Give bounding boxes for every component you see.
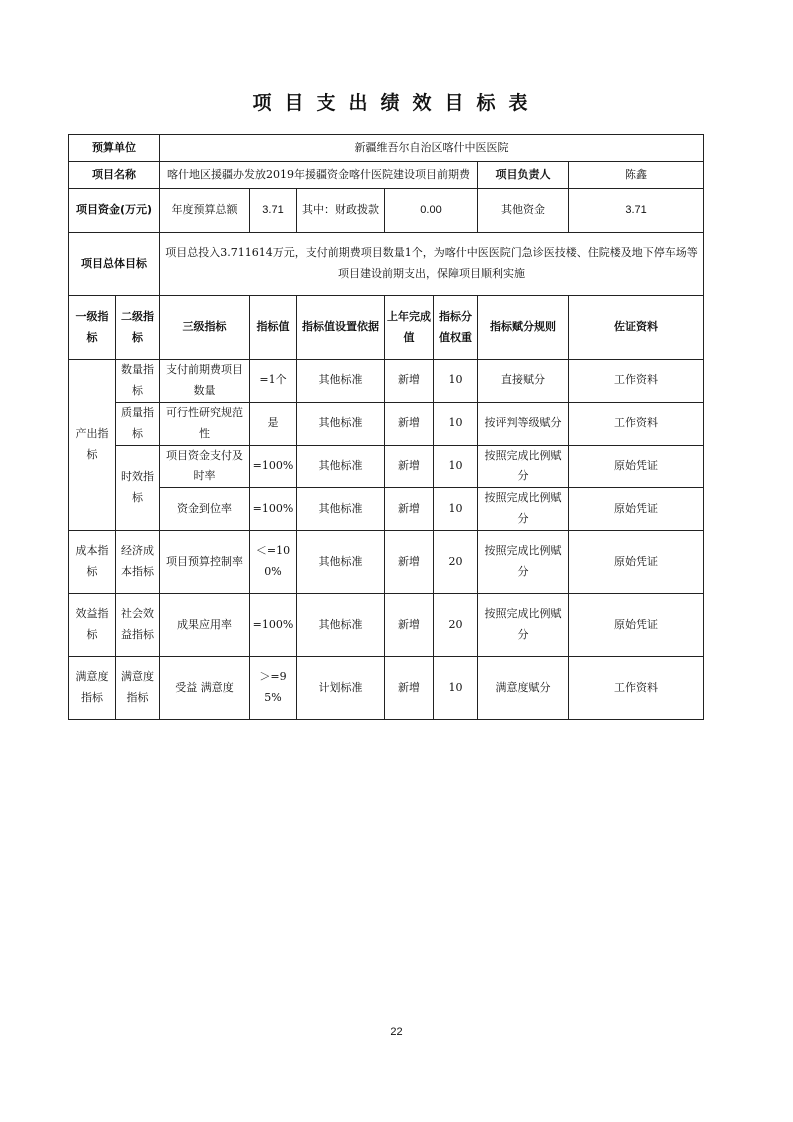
performance-table xyxy=(68,134,704,720)
indicator-name: 受益 满意度 xyxy=(160,657,250,720)
fiscal-label: 其中：财政拨款 xyxy=(297,189,385,233)
table-row xyxy=(69,445,704,488)
indicator-basis: 其他标准 xyxy=(297,594,385,657)
level2-social-benefit: 社会效益指标 xyxy=(116,594,160,657)
indicator-weight: 10 xyxy=(434,402,478,445)
indicator-value: ＞=95% xyxy=(250,657,297,720)
indicator-evidence: 工作资料 xyxy=(569,402,704,445)
manager-value: 陈鑫 xyxy=(569,162,704,189)
header-evidence: 佐证资料 xyxy=(569,296,704,360)
level2-satisfaction: 满意度指标 xyxy=(116,657,160,720)
table-row xyxy=(69,488,704,531)
annual-budget-value: 3.71 xyxy=(250,189,297,233)
indicator-name: 项目预算控制率 xyxy=(160,531,250,594)
indicator-rule: 按照完成比例赋分 xyxy=(478,445,569,488)
level1-cost: 成本指标 xyxy=(69,531,116,594)
indicator-rule: 按照完成比例赋分 xyxy=(478,488,569,531)
indicator-weight: 10 xyxy=(434,445,478,488)
indicator-evidence: 原始凭证 xyxy=(569,531,704,594)
fiscal-value: 0.00 xyxy=(385,189,478,233)
indicator-basis: 计划标准 xyxy=(297,657,385,720)
goal-label: 项目总体目标 xyxy=(69,233,160,296)
indicator-last-year: 新增 xyxy=(385,657,434,720)
indicator-name: 资金到位率 xyxy=(160,488,250,531)
indicator-evidence: 工作资料 xyxy=(569,657,704,720)
annual-budget-label: 年度预算总额 xyxy=(160,189,250,233)
indicator-evidence: 工作资料 xyxy=(569,360,704,403)
indicator-value: =100% xyxy=(250,445,297,488)
level1-satisfaction: 满意度指标 xyxy=(69,657,116,720)
table-row xyxy=(69,657,704,720)
indicator-last-year: 新增 xyxy=(385,445,434,488)
table-row xyxy=(69,402,704,445)
level2-quantity: 数量指标 xyxy=(116,360,160,403)
indicator-last-year: 新增 xyxy=(385,402,434,445)
table-row xyxy=(69,594,704,657)
header-level3: 三级指标 xyxy=(160,296,250,360)
level1-benefit: 效益指标 xyxy=(69,594,116,657)
indicator-last-year: 新增 xyxy=(385,360,434,403)
indicator-weight: 20 xyxy=(434,531,478,594)
indicator-value: =100% xyxy=(250,594,297,657)
indicator-last-year: 新增 xyxy=(385,531,434,594)
indicator-rule: 直接赋分 xyxy=(478,360,569,403)
header-rule: 指标赋分规则 xyxy=(478,296,569,360)
indicator-last-year: 新增 xyxy=(385,594,434,657)
indicator-rule: 按照完成比例赋分 xyxy=(478,594,569,657)
manager-label: 项目负责人 xyxy=(478,162,569,189)
level1-output: 产出指标 xyxy=(69,360,116,531)
unit-label: 预算单位 xyxy=(69,135,160,162)
header-level2: 二级指标 xyxy=(116,296,160,360)
indicator-value: =100% xyxy=(250,488,297,531)
unit-value: 新疆维吾尔自治区喀什中医医院 xyxy=(160,135,704,162)
indicator-basis: 其他标准 xyxy=(297,360,385,403)
indicator-value: 是 xyxy=(250,402,297,445)
indicator-rule: 按照完成比例赋分 xyxy=(478,531,569,594)
indicator-rule: 满意度赋分 xyxy=(478,657,569,720)
indicator-last-year: 新增 xyxy=(385,488,434,531)
page-number: 22 xyxy=(390,1026,403,1038)
level2-economic-cost: 经济成本指标 xyxy=(116,531,160,594)
table-row xyxy=(69,531,704,594)
indicator-weight: 10 xyxy=(434,488,478,531)
indicator-weight: 10 xyxy=(434,360,478,403)
header-last-year: 上年完成值 xyxy=(385,296,434,360)
table-row xyxy=(69,360,704,403)
header-basis: 指标值设置依据 xyxy=(297,296,385,360)
indicator-value: =1个 xyxy=(250,360,297,403)
indicator-name: 可行性研究规范性 xyxy=(160,402,250,445)
header-level1: 一级指标 xyxy=(69,296,116,360)
indicator-evidence: 原始凭证 xyxy=(569,445,704,488)
indicator-weight: 10 xyxy=(434,657,478,720)
header-value: 指标值 xyxy=(250,296,297,360)
level2-timeliness: 时效指标 xyxy=(116,445,160,531)
indicator-evidence: 原始凭证 xyxy=(569,488,704,531)
page-title: 项目支出绩效目标表 xyxy=(252,92,541,114)
indicator-rule: 按评判等级赋分 xyxy=(478,402,569,445)
indicator-evidence: 原始凭证 xyxy=(569,594,704,657)
indicator-name: 支付前期费项目数量 xyxy=(160,360,250,403)
header-weight: 指标分值权重 xyxy=(434,296,478,360)
indicator-basis: 其他标准 xyxy=(297,531,385,594)
level2-quality: 质量指标 xyxy=(116,402,160,445)
indicator-basis: 其他标准 xyxy=(297,402,385,445)
indicator-basis: 其他标准 xyxy=(297,488,385,531)
indicator-name: 项目资金支付及时率 xyxy=(160,445,250,488)
other-fund-value: 3.71 xyxy=(569,189,704,233)
fund-label: 项目资金(万元) xyxy=(69,189,160,233)
other-fund-label: 其他资金 xyxy=(478,189,569,233)
goal-text: 项目总投入3.711614万元，支付前期费项目数量1个，为喀什中医医院门急诊医技楼、住院楼及地下停车场等项目建设前期支出，保障项目顺利实施 xyxy=(160,233,704,296)
project-name-value: 喀什地区援疆办发放2019年援疆资金喀什医院建设项目前期费 xyxy=(160,162,478,189)
project-name-label: 项目名称 xyxy=(69,162,160,189)
indicator-value: ＜=100% xyxy=(250,531,297,594)
indicator-name: 成果应用率 xyxy=(160,594,250,657)
indicator-basis: 其他标准 xyxy=(297,445,385,488)
indicator-weight: 20 xyxy=(434,594,478,657)
